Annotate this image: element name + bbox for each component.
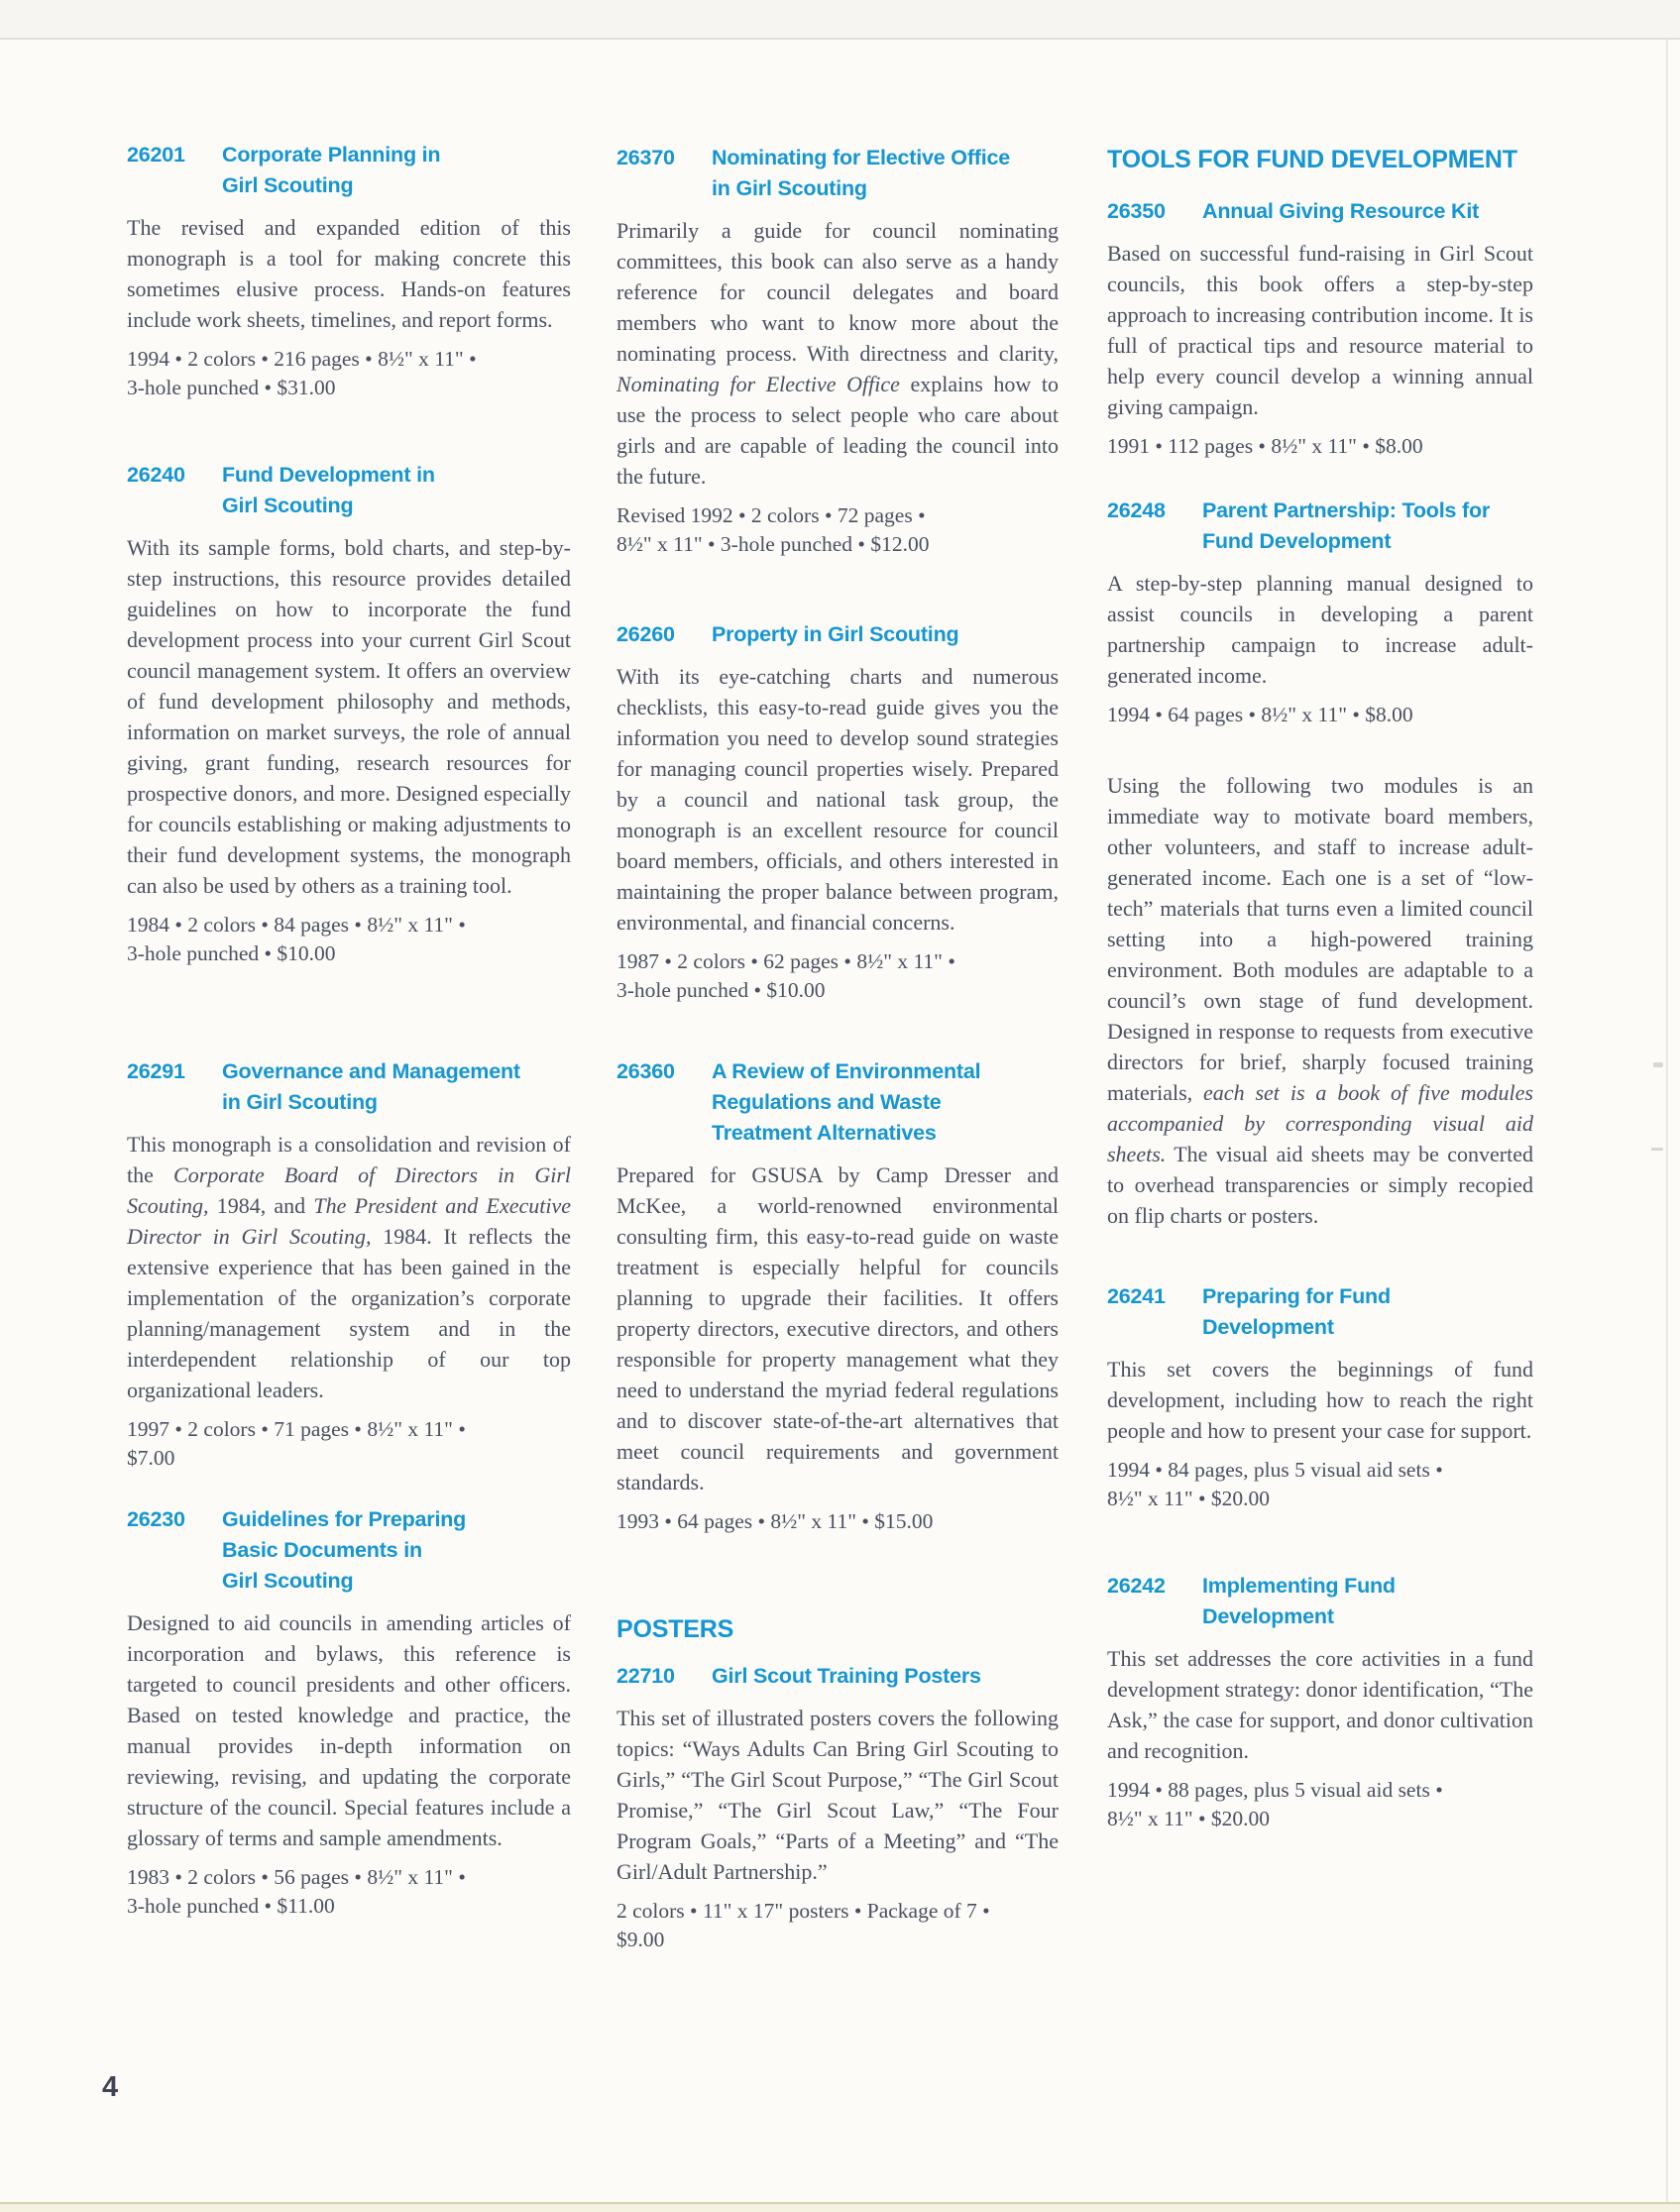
description-text: This monograph is a consolidation and revision of the — [127, 1132, 571, 1187]
product-code: 26230 — [127, 1507, 185, 1531]
product-details — [1107, 432, 1533, 461]
product-section-26360 — [616, 1056, 1059, 1536]
description-text: With its eye-catching charts and numerous checklists, this easy-to-read guide gives you the information you need to develop sound strategies for managing council properties wisely. Prepared by a council and national task group, the monograph is an excellent resource for council board members, officials, and others interested in maintaining the proper balance between program, environmental, and financial concerns. — [616, 664, 1059, 935]
details-line: 8½" x 11" • $20.00 — [1107, 1807, 1271, 1830]
product-heading — [616, 1056, 1059, 1149]
product-title-line: Treatment Alternatives — [712, 1121, 937, 1145]
details-line: 1994 • 2 colors • 216 pages • 8½" x 11" • — [127, 347, 477, 371]
product-title — [712, 1661, 981, 1692]
scan-artifact — [1653, 1062, 1663, 1067]
description-text: This set addresses the core activities in a fund development strategy: donor identification, “The Ask,” the case for support, and donor cultivation and recognition. — [1107, 1646, 1533, 1763]
description-text: The revised and expanded edition of this monograph is a tool for making concrete this sometimes elusive process. Hands-on features include work sheets, timelines, and report forms. — [127, 215, 571, 332]
product-code: 26350 — [1107, 199, 1166, 223]
product-title-line: Fund Development in — [222, 463, 435, 487]
product-heading — [616, 619, 1059, 650]
details-line: 1994 • 84 pages, plus 5 visual aid sets • — [1107, 1458, 1443, 1482]
product-section-26291 — [127, 1056, 571, 1473]
details-line: Revised 1992 • 2 colors • 72 pages • — [616, 503, 926, 527]
product-details — [127, 1415, 571, 1473]
details-line: 1997 • 2 colors • 71 pages • 8½" x 11" • — [127, 1417, 466, 1441]
product-heading — [127, 460, 571, 521]
product-details — [127, 345, 571, 402]
product-title-line: Implementing Fund — [1202, 1574, 1396, 1598]
product-title-line: Preparing for Fund — [1202, 1284, 1391, 1308]
product-title-line: Fund Development — [1202, 529, 1392, 553]
scan-artifact — [1651, 1148, 1663, 1151]
details-line: 8½" x 11" • 3-hole punched • $12.00 — [616, 532, 930, 556]
product-section-26242 — [1107, 1571, 1533, 1833]
product-section-26240 — [127, 460, 571, 968]
product-code: 26248 — [1107, 498, 1166, 522]
product-title — [1202, 196, 1479, 227]
paragraph-segment: The visual aid sheets may be converted to overhead transparencies or simply recopied on flip charts or posters. — [1107, 1142, 1533, 1228]
product-code: 26260 — [616, 622, 675, 646]
product-section-26370 — [616, 143, 1059, 559]
product-title-line: Governance and Management — [222, 1059, 520, 1083]
product-title-line: in Girl Scouting — [712, 176, 867, 200]
product-section-26230 — [127, 1504, 571, 1921]
product-code: 26241 — [1107, 1284, 1166, 1308]
product-description — [616, 1160, 1059, 1497]
details-line: 2 colors • 11" x 17" posters • Package of 7 • — [616, 1899, 990, 1923]
description-text: This set of illustrated posters covers the following topics: “Ways Adults Can Bring Girl Scouting to Girls,” “The Girl Scout Purpose,” “The Girl Scout Promise,” “The Girl Scout Law,” “The Four Program Goals,” “Parts of a Meeting” and “The Girl/Adult Partnership.” — [616, 1706, 1059, 1884]
product-description — [616, 661, 1059, 938]
product-title — [222, 140, 440, 201]
product-code: 26360 — [616, 1059, 675, 1083]
description-text: With its sample forms, bold charts, and step-by-step instructions, this resource provides detailed guidelines on how to incorporate the fund development process into your current Girl Scout council management system. It offers an overview of fund development philosophy and methods, information on market surveys, the role of annual giving, grant funding, research resources for prospective donors, and more. Designed especially for councils establishing or making adjustments to their fund development systems, the monograph can also be used by others as a training tool. — [127, 535, 571, 898]
paragraph-segment-italic: each set is a book of five modules accompanied by corresponding visual aid sheets. — [1107, 1080, 1533, 1166]
details-line: 3-hole punched • $11.00 — [127, 1894, 335, 1918]
product-title — [712, 1056, 980, 1149]
product-title-line: Corporate Planning in — [222, 143, 441, 166]
details-line: 1994 • 88 pages, plus 5 visual aid sets • — [1107, 1778, 1443, 1802]
product-title-line: Girl Scouting — [222, 494, 354, 517]
details-line: $9.00 — [616, 1928, 665, 1951]
product-title-line: A Review of Environmental — [712, 1059, 981, 1083]
product-title-line: in Girl Scouting — [222, 1090, 378, 1114]
product-title-line: Nominating for Elective Office — [712, 146, 1011, 169]
product-details — [616, 1507, 1059, 1536]
product-details — [616, 1897, 1059, 1954]
description-text: Prepared for GSUSA by Camp Dresser and McKee, a world-renowned environmental consulting firm, this easy-to-read guide on waste treatment is especially helpful for councils planning to upgrade their facilities. It offers property directors, executive directors, and others responsible for property management what they need to understand the myriad federal regulations and to discover state-of-the-art alternatives that meet council requirements and government standards. — [616, 1162, 1059, 1494]
product-code: 26370 — [616, 146, 675, 169]
product-heading — [1107, 1281, 1533, 1343]
product-section-26260 — [616, 619, 1059, 1005]
details-line: 8½" x 11" • $20.00 — [1107, 1487, 1271, 1510]
product-heading — [1107, 1571, 1533, 1632]
description-text: This set covers the beginnings of fund development, including how to reach the right people and how to present your case for support. — [1107, 1357, 1533, 1443]
product-heading — [616, 143, 1059, 204]
product-description — [1107, 238, 1533, 422]
product-title — [222, 1056, 520, 1118]
product-title-line: Development — [1202, 1604, 1334, 1628]
product-section-26201 — [127, 140, 571, 402]
page-bottom-edge — [0, 2202, 1680, 2212]
product-heading — [1107, 496, 1533, 557]
product-details — [127, 911, 571, 968]
page-number: 4 — [102, 2071, 119, 2103]
product-title-line: Girl Scouting — [222, 173, 354, 197]
product-details — [127, 1863, 571, 1921]
product-section-26241 — [1107, 1281, 1533, 1513]
paragraph-segment: Using the following two modules is an immediate way to motivate board members, other volunteers, and staff to increase adult-generated income. Each one is a set of “low-tech” materials that turns even a limited council setting into a high-powered training environment. Both modules are adaptable to a council’s own stage of fund development. Designed in response to requests from executive directors for brief, sharply focused training materials, — [1107, 773, 1533, 1105]
product-title-line: Regulations and Waste — [712, 1090, 942, 1114]
description-text-italic: The President and Executive Director in Girl Scouting, — [127, 1193, 571, 1249]
product-code: 22710 — [616, 1664, 675, 1688]
page-top-rule — [0, 38, 1680, 40]
product-details — [1107, 1456, 1533, 1513]
product-description — [616, 1703, 1059, 1887]
product-title-line: Girl Scout Training Posters — [712, 1664, 981, 1688]
product-code: 26242 — [1107, 1574, 1166, 1598]
product-details — [616, 501, 1059, 559]
details-line: $7.00 — [127, 1446, 175, 1470]
product-title — [1202, 496, 1490, 557]
product-section-22710 — [616, 1661, 1059, 1954]
details-line: 1987 • 2 colors • 62 pages • 8½" x 11" • — [616, 949, 955, 973]
product-title-line: Annual Giving Resource Kit — [1202, 199, 1480, 223]
description-text: 1984, and — [208, 1193, 314, 1218]
page-top-edge — [0, 0, 1680, 38]
details-line: 1993 • 64 pages • 8½" x 11" • $15.00 — [616, 1509, 934, 1533]
product-title — [1202, 1281, 1391, 1343]
product-title-line: Guidelines for Preparing — [222, 1507, 467, 1531]
category-header-posters — [616, 1614, 1059, 1644]
product-title — [222, 1504, 466, 1597]
product-heading — [127, 140, 571, 201]
product-description — [127, 532, 571, 901]
category-header-tools-for-fund-development — [1107, 145, 1543, 174]
product-details — [616, 947, 1059, 1005]
details-line: 3-hole punched • $10.00 — [127, 941, 336, 965]
product-code: 26201 — [127, 143, 185, 166]
product-title-line: Parent Partnership: Tools for — [1202, 498, 1491, 522]
description-text-italic: Corporate Board of Directors in Girl Scouting, — [127, 1162, 571, 1218]
product-section-26350 — [1107, 196, 1533, 461]
product-title-line: Development — [1202, 1315, 1334, 1339]
modules-intro-paragraph — [1107, 770, 1533, 1231]
product-description — [1107, 568, 1533, 691]
details-line: 1983 • 2 colors • 56 pages • 8½" x 11" • — [127, 1865, 466, 1889]
description-text: Based on successful fund-raising in Girl Scout councils, this book offers a step-by-step approach to increasing contribution income. It is full of practical tips and resource material to help every council develop a winning annual giving campaign. — [1107, 241, 1533, 419]
details-line: 3-hole punched • $31.00 — [127, 376, 336, 399]
product-details — [1107, 1776, 1533, 1833]
details-line: 1984 • 2 colors • 84 pages • 8½" x 11" • — [127, 913, 466, 937]
product-code: 26240 — [127, 463, 185, 487]
details-line: 1991 • 112 pages • 8½" x 11" • $8.00 — [1107, 434, 1423, 458]
product-title-line: Girl Scouting — [222, 1569, 354, 1593]
description-text-italic: Nominating for Elective Office — [616, 372, 900, 396]
product-section-26248 — [1107, 496, 1533, 729]
product-description — [127, 212, 571, 335]
description-text: Primarily a guide for council nominating committees, this book can also serve as a handy reference for council delegates and board members who want to know more about the nominating process. With directness and clarity, — [616, 218, 1059, 366]
product-description — [127, 1607, 571, 1853]
product-code: 26291 — [127, 1059, 185, 1083]
product-title — [712, 619, 958, 650]
description-text: explains how to use the process to select people who care about girls and are capable of leading the council into the future. — [616, 372, 1059, 489]
product-title-line: Property in Girl Scouting — [712, 622, 959, 646]
product-heading — [127, 1504, 571, 1597]
paragraph-text — [1107, 770, 1533, 1231]
product-title — [712, 143, 1010, 204]
product-heading — [1107, 196, 1533, 227]
details-line: 1994 • 64 pages • 8½" x 11" • $8.00 — [1107, 703, 1413, 726]
category-label: POSTERS — [616, 1615, 734, 1643]
product-title-line: Basic Documents in — [222, 1538, 422, 1562]
product-heading — [616, 1661, 1059, 1692]
page-right-edge-rule — [1666, 40, 1668, 2212]
product-title — [222, 460, 435, 521]
details-line: 3-hole punched • $10.00 — [616, 978, 826, 1002]
product-title — [1202, 1571, 1396, 1632]
description-text: Designed to aid councils in amending articles of incorporation and bylaws, this reference is targeted to council presidents and other officers. Based on tested knowledge and practice, the manual provides in-depth information on reviewing, revising, and updating the corporate structure of the council. Special features include a glossary of terms and sample amendments. — [127, 1610, 571, 1850]
product-details — [1107, 701, 1533, 729]
product-description — [1107, 1354, 1533, 1446]
description-text: 1984. It reflects the extensive experience that has been gained in the implementation of the organization’s corporate planning/management system and in the interdependent relationship of our top organizational leaders. — [127, 1224, 571, 1402]
product-description — [1107, 1643, 1533, 1766]
category-label: TOOLS FOR FUND DEVELOPMENT — [1107, 146, 1517, 173]
product-heading — [127, 1056, 571, 1118]
product-description — [616, 215, 1059, 492]
description-text: A step-by-step planning manual designed to assist councils in developing a parent partnership campaign to increase adult-generated income. — [1107, 571, 1533, 688]
product-description — [127, 1129, 571, 1405]
